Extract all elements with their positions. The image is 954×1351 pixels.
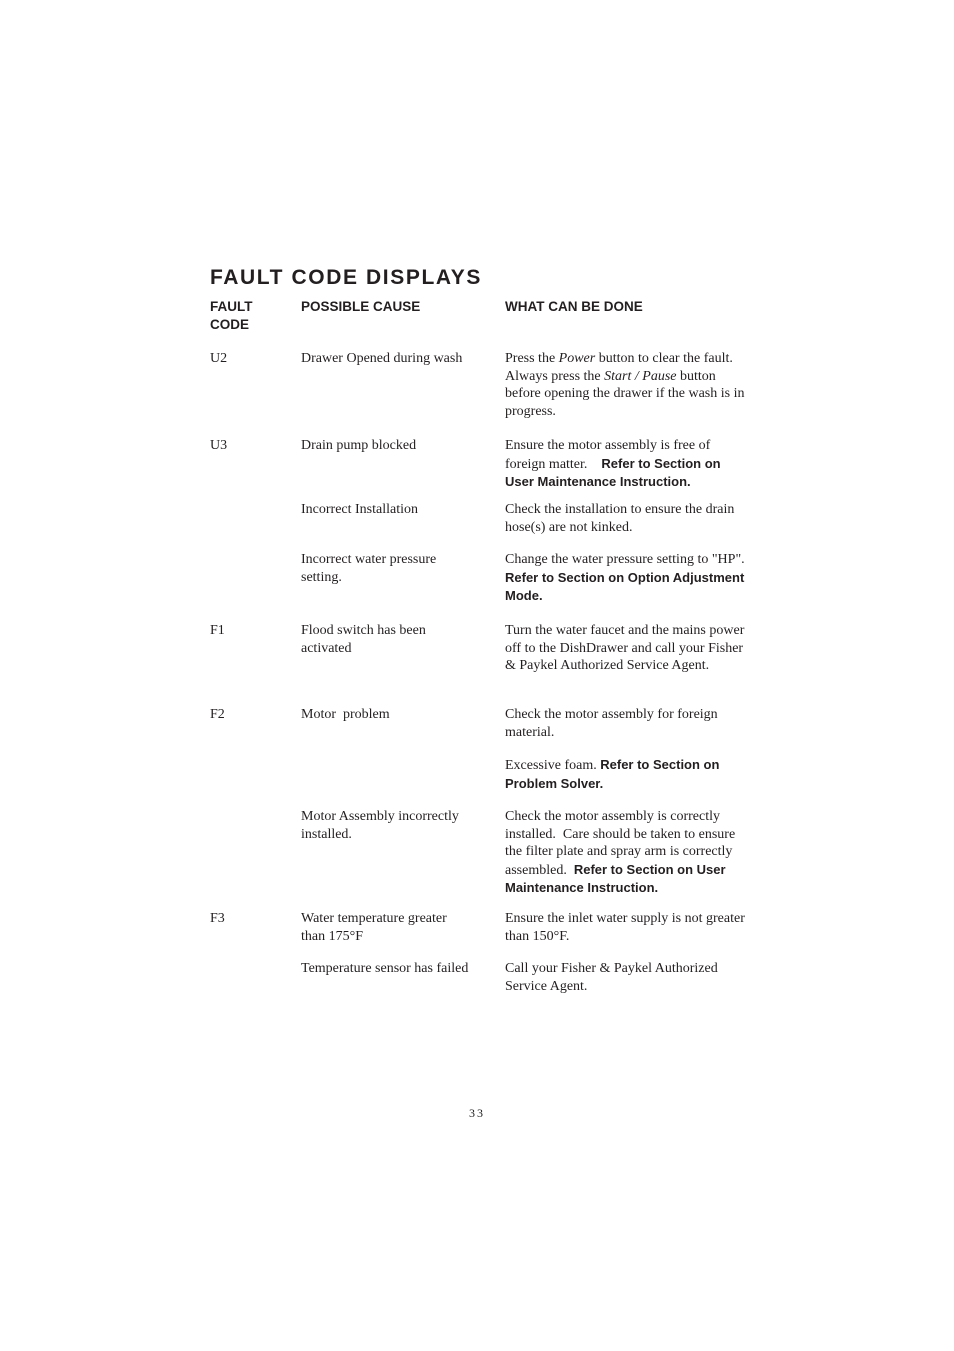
cause-temperature-sensor: Temperature sensor has failed [301,961,469,976]
cause-motor-problem: Motor problem [301,707,390,722]
header-possible-cause: POSSIBLE CAUSE [301,299,421,314]
remedy-text: button to clear the fault. Always press the [505,351,733,384]
remedy-text: Press the [505,351,559,366]
remedy-text: Check the motor assembly is correctly installed. Care should be taken to ensure the filter plate and spray arm is correctly assembled. [505,809,739,878]
page-title: FAULT CODE DISPLAYS [210,266,482,289]
remedy-reference: Refer to Section on Option Adjustment Mode. [505,569,745,603]
remedy-water-pressure [505,551,750,606]
remedy-drain-pump [505,437,750,492]
fault-code-f3: F3 [210,911,225,926]
fault-code-u3: U3 [210,438,228,453]
remedy-text: Change the water pressure setting to "HP". [505,552,752,567]
remedy-water-temperature: Ensure the inlet water supply is not greater than 150°F. [505,911,745,944]
remedy-motor-problem: Check the motor assembly for foreign material. [505,707,718,740]
remedy-text: Excessive foam. [505,758,601,773]
remedy-text: Ensure the motor assembly is free of foreign matter. [505,438,714,472]
cause-motor-assembly: Motor Assembly incorrectly installed. [301,809,459,842]
remedy-incorrect-installation: Check the installation to ensure the drain hose(s) are not kinked. [505,502,735,535]
remedy-flood-switch: Turn the water faucet and the mains power off to the DishDrawer and call your Fisher & Paykel Authorized Service Agent. [505,623,745,673]
header-fault-code-line2: CODE [210,316,250,332]
cause-water-temperature: Water temperature greater than 175°F [301,911,447,944]
remedy-reference: Refer to Section on User Maintenance Instruction. [505,861,726,895]
remedy-italic: Power [558,351,596,366]
cause-u2: Drawer Opened during wash [301,351,463,366]
cause-water-pressure: Incorrect water pressure setting. [301,552,437,585]
header-fault-code-line1: FAULT [210,299,253,314]
header-fault-code [210,298,280,333]
remedy-u2 [505,350,750,420]
remedy-text: button before opening the drawer if the wash is in progress. [505,368,745,419]
cause-drain-pump: Drain pump blocked [301,438,417,453]
remedy-motor-assembly [505,808,750,898]
remedy-reference: Refer to Section on Problem Solver. [505,757,720,791]
fault-code-f1: F1 [210,623,225,638]
header-what-can-be-done: WHAT CAN BE DONE [505,299,643,314]
cause-flood-switch: Flood switch has been activated [301,623,426,656]
remedy-italic: Start / Pause [604,368,677,384]
remedy-temperature-sensor: Call your Fisher & Paykel Authorized Service Agent. [505,961,718,994]
fault-code-f2: F2 [210,707,225,722]
remedy-excessive-foam [505,756,750,793]
page-number: 33 [469,1106,485,1120]
cause-incorrect-installation: Incorrect Installation [301,502,419,517]
remedy-reference: Refer to Section on User Maintenance Instruction. [505,455,721,489]
fault-code-u2: U2 [210,351,228,366]
